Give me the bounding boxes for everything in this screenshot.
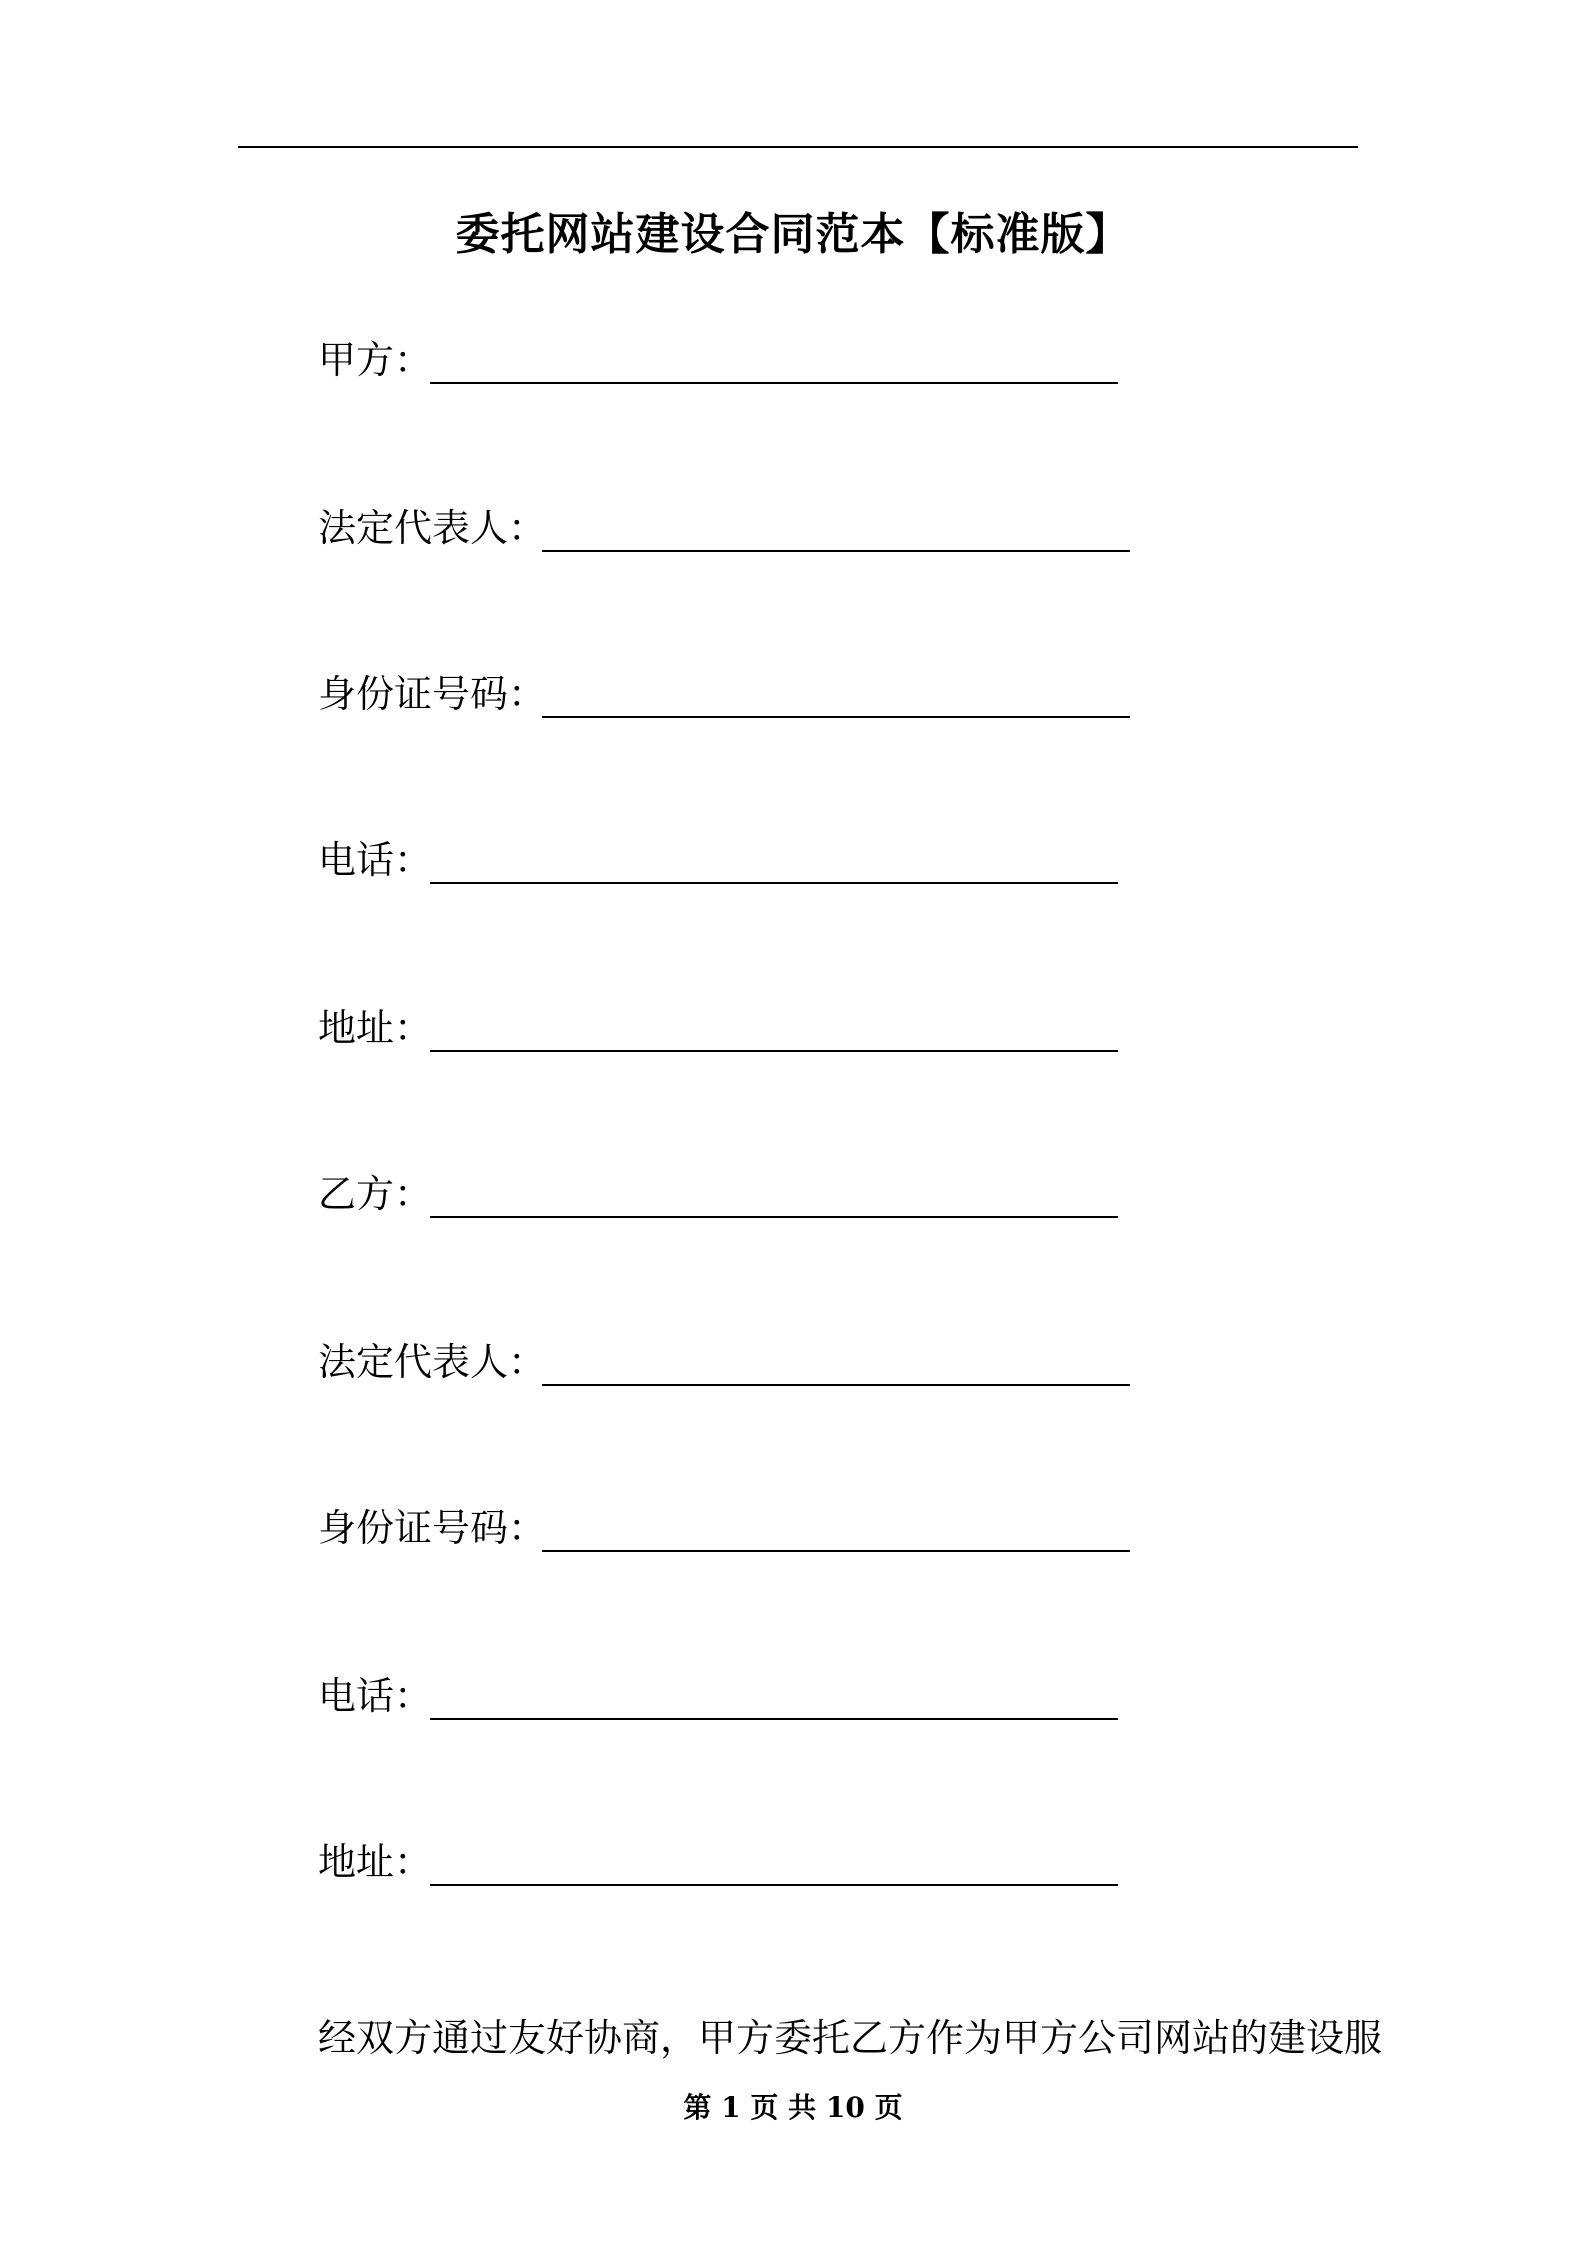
field-label: 电话： (318, 838, 433, 882)
field-label: 身份证号码： (318, 672, 547, 716)
field-label: 法定代表人： (318, 1340, 547, 1384)
field-label: 地址： (318, 1840, 433, 1884)
field-label: 乙方： (318, 1172, 433, 1216)
field-label: 电话： (318, 1674, 433, 1718)
page-number-footer: 第 1 页 共 10 页 (683, 2091, 903, 2124)
field-label: 甲方： (318, 338, 433, 382)
fill-in-line[interactable] (430, 882, 1118, 884)
fill-in-line[interactable] (430, 1718, 1118, 1720)
fill-in-line[interactable] (542, 716, 1130, 718)
fill-in-line[interactable] (430, 1884, 1118, 1886)
field-label: 法定代表人： (318, 506, 547, 550)
fill-in-line[interactable] (542, 550, 1130, 552)
fill-in-line[interactable] (430, 382, 1118, 384)
body-paragraph: 经双方通过友好协商，甲方委托乙方作为甲方公司网站的建设服 (318, 2016, 1383, 2060)
field-label: 身份证号码： (318, 1506, 547, 1550)
fill-in-line[interactable] (542, 1550, 1130, 1552)
header-rule (238, 146, 1358, 148)
fill-in-line[interactable] (430, 1216, 1118, 1218)
document-title: 委托网站建设合同范本【标准版】 (455, 209, 1131, 260)
fill-in-line[interactable] (430, 1050, 1118, 1052)
field-label: 地址： (318, 1006, 433, 1050)
fill-in-line[interactable] (542, 1384, 1130, 1386)
